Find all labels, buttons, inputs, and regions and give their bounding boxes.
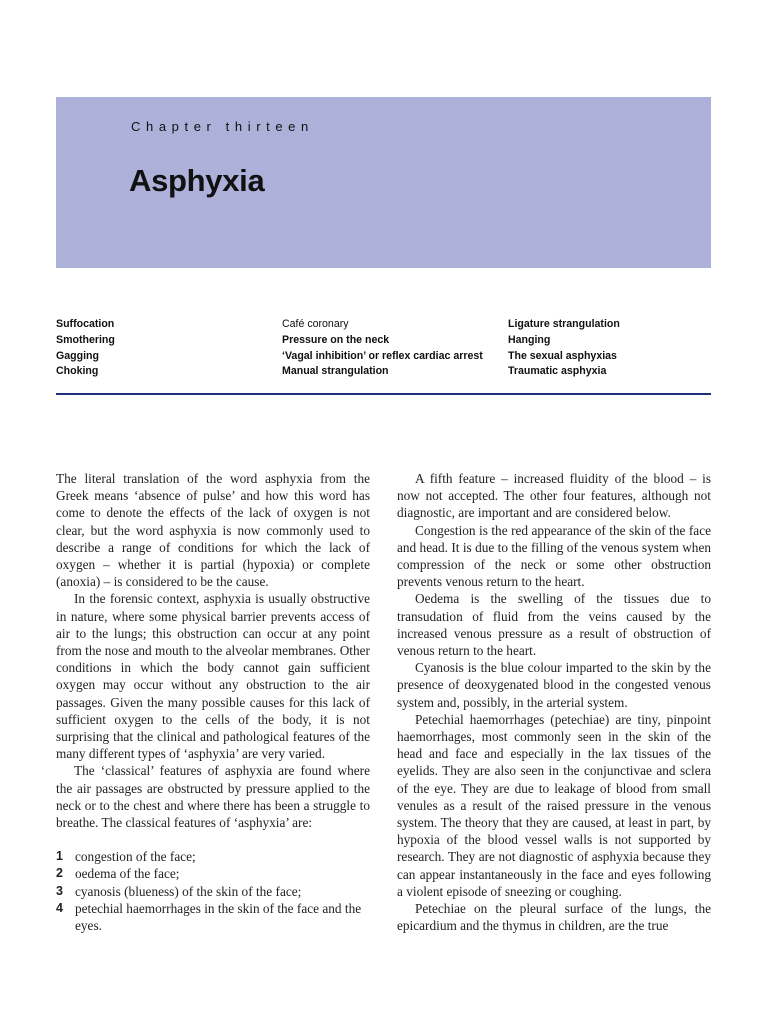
contents-item: Ligature strangulation [508, 318, 620, 330]
contents-column-1 [56, 317, 115, 380]
chapter-number-label: Chapter thirteen [131, 119, 314, 134]
contents-item: Café coronary [282, 318, 349, 330]
contents-item: Hanging [508, 333, 551, 346]
list-number: 4 [56, 900, 63, 915]
contents-column-2 [282, 317, 483, 380]
chapter-contents [56, 317, 711, 381]
list-item [56, 883, 370, 900]
contents-item: Smothering [56, 333, 115, 346]
paragraph: Oedema is the swelling of the tissues due to transudation of fluid from the veins caused by the increased venous pressure as a result of obstruction of venous return to the heart. [397, 591, 711, 659]
section-divider [56, 393, 711, 395]
contents-item: Gagging [56, 349, 99, 362]
paragraph: The ‘classical’ features of asphyxia are found where the air passages are obstructed by pressure applied to the neck or to the chest and where there has been a struggle to breathe. The classical features of ‘asphyxia’ are: [56, 763, 370, 831]
contents-item: Suffocation [56, 318, 115, 330]
left-text-column [56, 470, 370, 934]
contents-item: ‘Vagal inhibition’ or reflex cardiac arrest [282, 349, 483, 362]
contents-item: Traumatic asphyxia [508, 365, 607, 378]
contents-column-3 [508, 317, 620, 380]
list-item-text: petechial haemorrhages in the skin of the face and the eyes. [75, 900, 362, 934]
paragraph: In the forensic context, asphyxia is usually obstructive in nature, where some physical barrier prevents access of air to the lungs; this obstruction can occur at any point from the nose and mouth to the alveolar membranes. Other conditions in which the body cannot gain sufficient oxygen may occur without any obstruction to the air passages. Given the many possible causes for this lack of sufficient oxygen to the cells of the body, it is not surprising that the clinical and pathological features of the many different types of ‘asphyxia’ are very varied. [56, 591, 370, 762]
paragraph: Petechial haemorrhages (petechiae) are tiny, pinpoint haemorrhages, most commonly seen in the skin of the head and face and especially in the lax tissues of the eyelids. They are also seen in the conjunctivae and sclera of the eye. They are due to leakage of blood from small venules as a result of the raised pressure in the venous system. The theory that they are caused, at least in part, by hypoxia of the blood vessel walls is not supported by research. They are not diagnostic of asphyxia because they can appear instantaneously in the face and eyes following a violent episode of sneezing or coughing. [397, 711, 711, 899]
list-item-text: congestion of the face; [75, 849, 196, 865]
paragraph: Cyanosis is the blue colour imparted to the skin by the presence of deoxygenated blood in the congested venous system and, possibly, in the arterial system. [397, 660, 711, 710]
list-number: 1 [56, 849, 63, 864]
paragraph: Congestion is the red appearance of the skin of the face and head. It is due to the filling of the venous system when compression of the neck or some other obstruction prevents venous return to the heart. [397, 522, 711, 590]
classical-features-list [56, 848, 370, 934]
list-item-text: cyanosis (blueness) of the skin of the face; [75, 883, 302, 899]
list-item [56, 848, 370, 865]
list-number: 3 [56, 883, 63, 898]
contents-item: Manual strangulation [282, 365, 389, 378]
chapter-title: Asphyxia [129, 163, 265, 198]
contents-item: Pressure on the neck [282, 333, 390, 346]
paragraph: Petechiae on the pleural surface of the lungs, the epicardium and the thymus in children, are the true [397, 901, 711, 934]
right-text-column [397, 470, 711, 934]
list-item-text: oedema of the face; [75, 866, 180, 882]
paragraph: A fifth feature – increased fluidity of the blood – is now not accepted. The other four features, although not diagnostic, are important and are considered below. [397, 471, 711, 521]
contents-item: Choking [56, 365, 99, 378]
list-number: 2 [56, 866, 63, 881]
paragraph: The literal translation of the word asphyxia from the Greek means ‘absence of pulse’ and how this word has come to denote the effects of the lack of oxygen is not clear, but the word asphyxia is now commonly used to describe a range of conditions for which the lack of oxygen – whether it is partial (hypoxia) or complete (anoxia) – is considered to be the cause. [56, 471, 370, 590]
list-item [56, 900, 370, 934]
contents-item: The sexual asphyxias [508, 349, 617, 362]
list-item [56, 865, 370, 882]
